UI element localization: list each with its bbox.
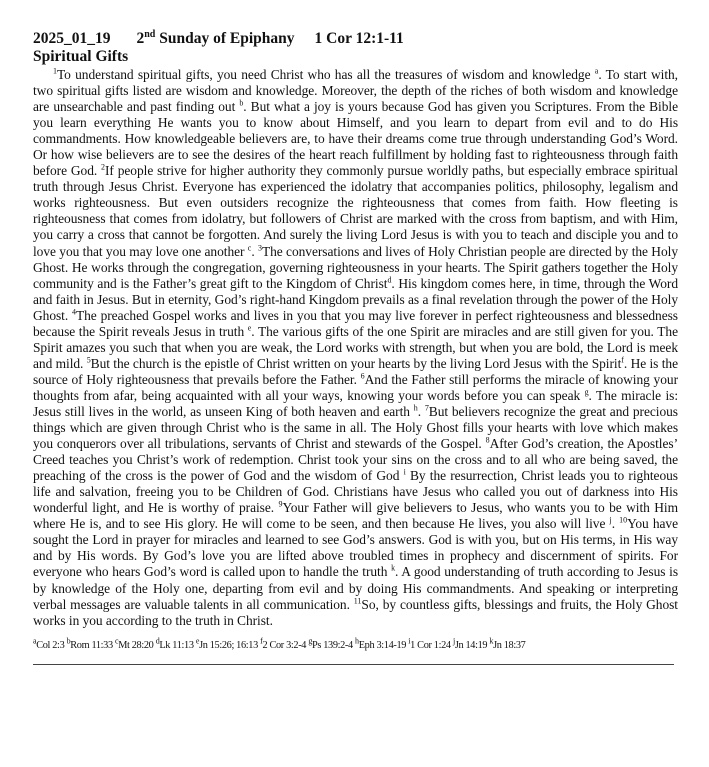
reading-reference: 1 Cor 12:1-11 [314,30,404,47]
body-text-run: . But what a joy is yours because God has given you Scriptures. From the Bible you learn everything He wants you to know about Himself, and you learn to depart from evil and to do His commandments. How knowledgeable believers are, to have their dreams come true through understanding God’s Word. Or how wise believers are to see the desires of the heart reach fulfillment by holding fast to righteousness through faith before God. [33,99,678,179]
body-marker: 11 [353,596,362,606]
body-text-run: . A good understanding of truth according to Jesus is by knowledge of the Holy one, departing from evil and by doing His commandments. And speaking or interpreting verbal messages are valuable talents in all communication. [33,564,678,612]
page-title: Spiritual Gifts [33,48,129,65]
body-marker: i [403,467,406,477]
references-marker: h [355,636,359,646]
references-marker: d [155,636,160,646]
body-text-run: The conversations and lives of Holy Christian people are directed by the Holy Ghost. He works through the congregation, governing righteousness in your hearts. The Spirit gathers together the Holy community and is the Father’s great gift to the Kingdom of Christ [33,243,678,291]
body-marker: b [239,98,244,108]
body-text-run: . The various gifts of the one Spirit are miracles and are still given for you. The Spirit amazes you such that when you are weak, the Lord works with strength, but when you are bold, the Lord is meek and mild. [33,323,678,371]
references-text-run: Lk 11:13 [159,639,196,651]
references-marker: g [308,636,312,646]
body-marker: c [247,243,252,253]
body-marker: 5 [86,355,91,365]
body-text-run: And the Father still performs the miracle of knowing your thoughts from afar, being acquainted with all your ways, knowing your words before you can speak [33,371,678,403]
references-marker: i [408,636,411,646]
references-marker: c [115,636,119,646]
references-text-run: Eph 3:14-19 [358,639,409,651]
body-marker: 3 [257,243,262,253]
references-text-run: 1 Cor 1:24 [410,639,453,651]
body-marker: d [387,275,392,285]
body-text-run: If people strive for higher authority they commonly pursue worldly paths, but especially embrace spiritual truth through Jesus Christ. Everyone has experienced the idolatry that accompanies politics, philosophy, legalism and works righteousness. But even outsiders recognize the righteousness that comes from faith. How fleeting is righteousness that comes from idolatry, but followers of Christ are marked with the cross from baptism, and with Him, you carry a cross that cannot be forgotten. And surely the living Lord Jesus is with you to teach and disciple you and to love you that you may love one another [33,163,679,259]
header-line [33,30,678,48]
references-text-run: Ps 139:2-4 [311,639,356,651]
ordinal-suffix: nd [144,28,156,40]
body-marker: 7 [424,403,429,413]
bottom-rule [33,664,674,665]
body-text-run: To understand spiritual gifts, you need Christ who has all the treasures of wisdom and knowledge [56,67,595,82]
body-text-run: . [417,403,425,419]
references-marker: f [260,636,263,646]
date-label: 2025_01_19 [33,30,111,47]
ordinal-number: 2 [136,30,145,47]
references-text-run: Rom 11:33 [70,639,115,651]
body-text-run: So, by countless gifts, blessings and fruits, the Holy Ghost works in you according to the truth in Christ. [33,596,678,628]
body-marker: j [609,515,612,525]
body-marker: e [247,323,252,333]
body-text-run: . He is the source of Holy righteousness that prevails before the Father. [33,355,678,387]
body-text-run: You have sought the Lord in prayer for miracles and learned to see God’s answers. God is with you, but on His terms, in His way and by His words. By God’s love you are lifted above troubled times in prophecy and discernment of spirits. For everyone who hears God’s word is called upon to handle the truth [33,516,679,580]
body-text-run: Your Father will give believers to Jesus, who wants you to be with Him where He is, and to see His glory. He will come to be seen, and then because He lives, you also will live [33,500,678,532]
references-text-run: Col 2:3 [36,639,67,651]
references-marker: k [489,636,494,646]
body-marker: k [391,563,396,573]
body-text-run: The preached Gospel works and lives in you that you may live forever in perfect righteousness and blessedness because the Spirit reveals Jesus in truth [33,307,678,339]
references-text-run: 2 Cor 3:2-4 [262,639,309,651]
references-text-run: Mt 28:20 [118,639,156,651]
body-marker: 1 [53,66,57,76]
body-text-run: . [251,243,258,259]
body-marker: h [413,403,418,413]
body-text-run: But the church is the epistle of Christ written on your hearts by the living Lord Jesus with the Spirit [90,355,622,371]
body-text-run: . [611,516,620,532]
references-text-run: Jn 14:19 [454,639,490,651]
references-text-run: Jn 15:26; 16:13 [199,639,261,651]
body-text-run: . The miracle is: Jesus still lives in the world, as unseen King of both heaven and earth [33,387,679,419]
body-marker: f [621,355,624,365]
references-marker: j [452,636,455,646]
body-marker: 10 [619,515,628,525]
references-marker: b [66,636,71,646]
body-marker: 9 [278,499,283,509]
references-marker: a [33,636,37,646]
body-marker: 2 [101,162,105,172]
body-text-run: By the resurrection, Christ leads you to righteous life and salvation, freeing you to be Children of God. Christians have Jesus who called you out of darkness into His wonderful light, and He is worthy of praise. [33,468,678,516]
body-text-run: . To start with, two spiritual gifts listed are wisdom and knowledge. Moreover, the depth of the riches of both wisdom and knowledge are unsearchable and past finding out [33,67,678,115]
body-marker: a [594,66,599,76]
body-text-run: But believers recognize the great and precious things which are given through Christ who is the same in all. The Holy Ghost fills your hearts with love which makes you conquerors over all tribulations, servants of Christ and stewards of the Gospel. [33,403,678,452]
references-marker: e [195,636,200,646]
document-page [33,30,678,665]
body-marker: 4 [72,307,76,317]
references-footnote [33,636,678,652]
body-text-run: . His kingdom comes here, in time, through the Word and faith in Jesus. But in eternity, God’s right-hand Kingdom prevails as a final revelation through the power of the Holy Ghost. [33,275,678,323]
body-text-run: After God’s creation, the Apostles’ Creed teaches you Christ’s work of redemption. Christ took your sins on the cross and to all who are being saved, the preaching of the cross is the power of God and the wisdom of God [33,436,678,484]
sunday-name: Sunday of Epiphany [159,30,295,47]
body-paragraph [33,67,678,629]
body-marker: g [584,387,589,397]
body-marker: 6 [360,371,365,381]
references-text-run: Jn 18:37 [493,639,526,651]
body-marker: 8 [485,435,490,445]
